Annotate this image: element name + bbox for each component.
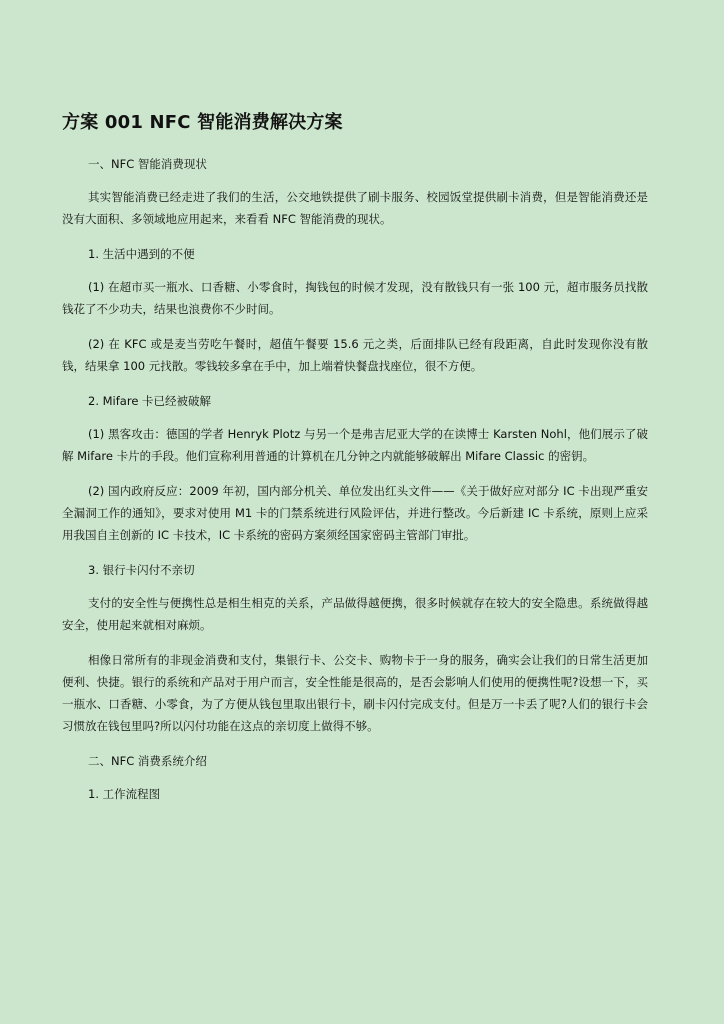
subheading-quickpass: 3. 银行卡闪付不亲切 [88,563,195,577]
paragraph-government-response: (2) 国内政府反应：2009 年初，国内部分机关、单位发出红头文件——《关于做好应对部分 IC 卡出现严重安全漏洞工作的通知》，要求对使用 M1 卡的门禁系统进行风险评估，并进行整改。今后新建 IC 卡系统，原则上应采用我国自主创新的 IC 卡技术，IC 卡系统的密码方案须经国家密码主管部门审批。 [62,484,648,542]
paragraph-security-convenience: 支付的安全性与便携性总是相生相克的关系，产品做得越便携，很多时候就存在较大的安全隐患。系统做得越安全，使用起来就相对麻烦。 [62,596,648,632]
section-heading-status: 一、NFC 智能消费现状 [88,157,207,171]
paragraph-supermarket: (1) 在超市买一瓶水、口香糖、小零食时，掏钱包的时候才发现，没有散钱只有一张 100 元，超市服务员找散钱花了不少功夫，结果也浪费你不少时间。 [62,280,648,316]
paragraph-hacker-attack: (1) 黑客攻击：德国的学者 Henryk Plotz 与另一个是弗吉尼亚大学的在读博士 Karsten Nohl，他们展示了破解 Mifare 卡片的手段。他们宣称利用普通的计算机在几分钟之内就能够破解出 Mifare Classic 的密钥。 [62,427,648,463]
paragraph-intro: 其实智能消费已经走进了我们的生活，公交地铁提供了刷卡服务、校园饭堂提供刷卡消费，但是智能消费还是没有大面积、多领域地应用起来，来看看 NFC 智能消费的现状。 [62,190,648,226]
subheading-workflow: 1. 工作流程图 [88,787,161,801]
subheading-inconvenience: 1. 生活中遇到的不便 [88,247,195,261]
document-body [62,153,648,816]
subheading-mifare: 2. Mifare 卡已经被破解 [88,394,212,408]
paragraph-kfc: (2) 在 KFC 或是麦当劳吃午餐时，超值午餐要 15.6 元之类，后面排队已经有段距离，自此时发现你没有散钱，结果拿 100 元找散。零钱较多拿在手中，加上端着快餐盘找座位，很不方便。 [62,337,648,373]
paragraph-noncash-payment: 相像日常所有的非现金消费和支付，集银行卡、公交卡、购物卡于一身的服务，确实会让我们的日常生活更加便利、快捷。银行的系统和产品对于用户而言，安全性能是很高的，是否会影响人们使用的便携性呢?设想一下，买一瓶水、口香糖、小零食，为了方便从钱包里取出银行卡，刷卡闪付完成支付。但是万一卡丢了呢?人们的银行卡会习惯放在钱包里吗?所以闪付功能在这点的亲切度上做得不够。 [62,653,648,733]
section-heading-system: 二、NFC 消费系统介绍 [88,754,207,768]
document-title: 方案 001 NFC 智能消费解决方案 [62,112,343,133]
